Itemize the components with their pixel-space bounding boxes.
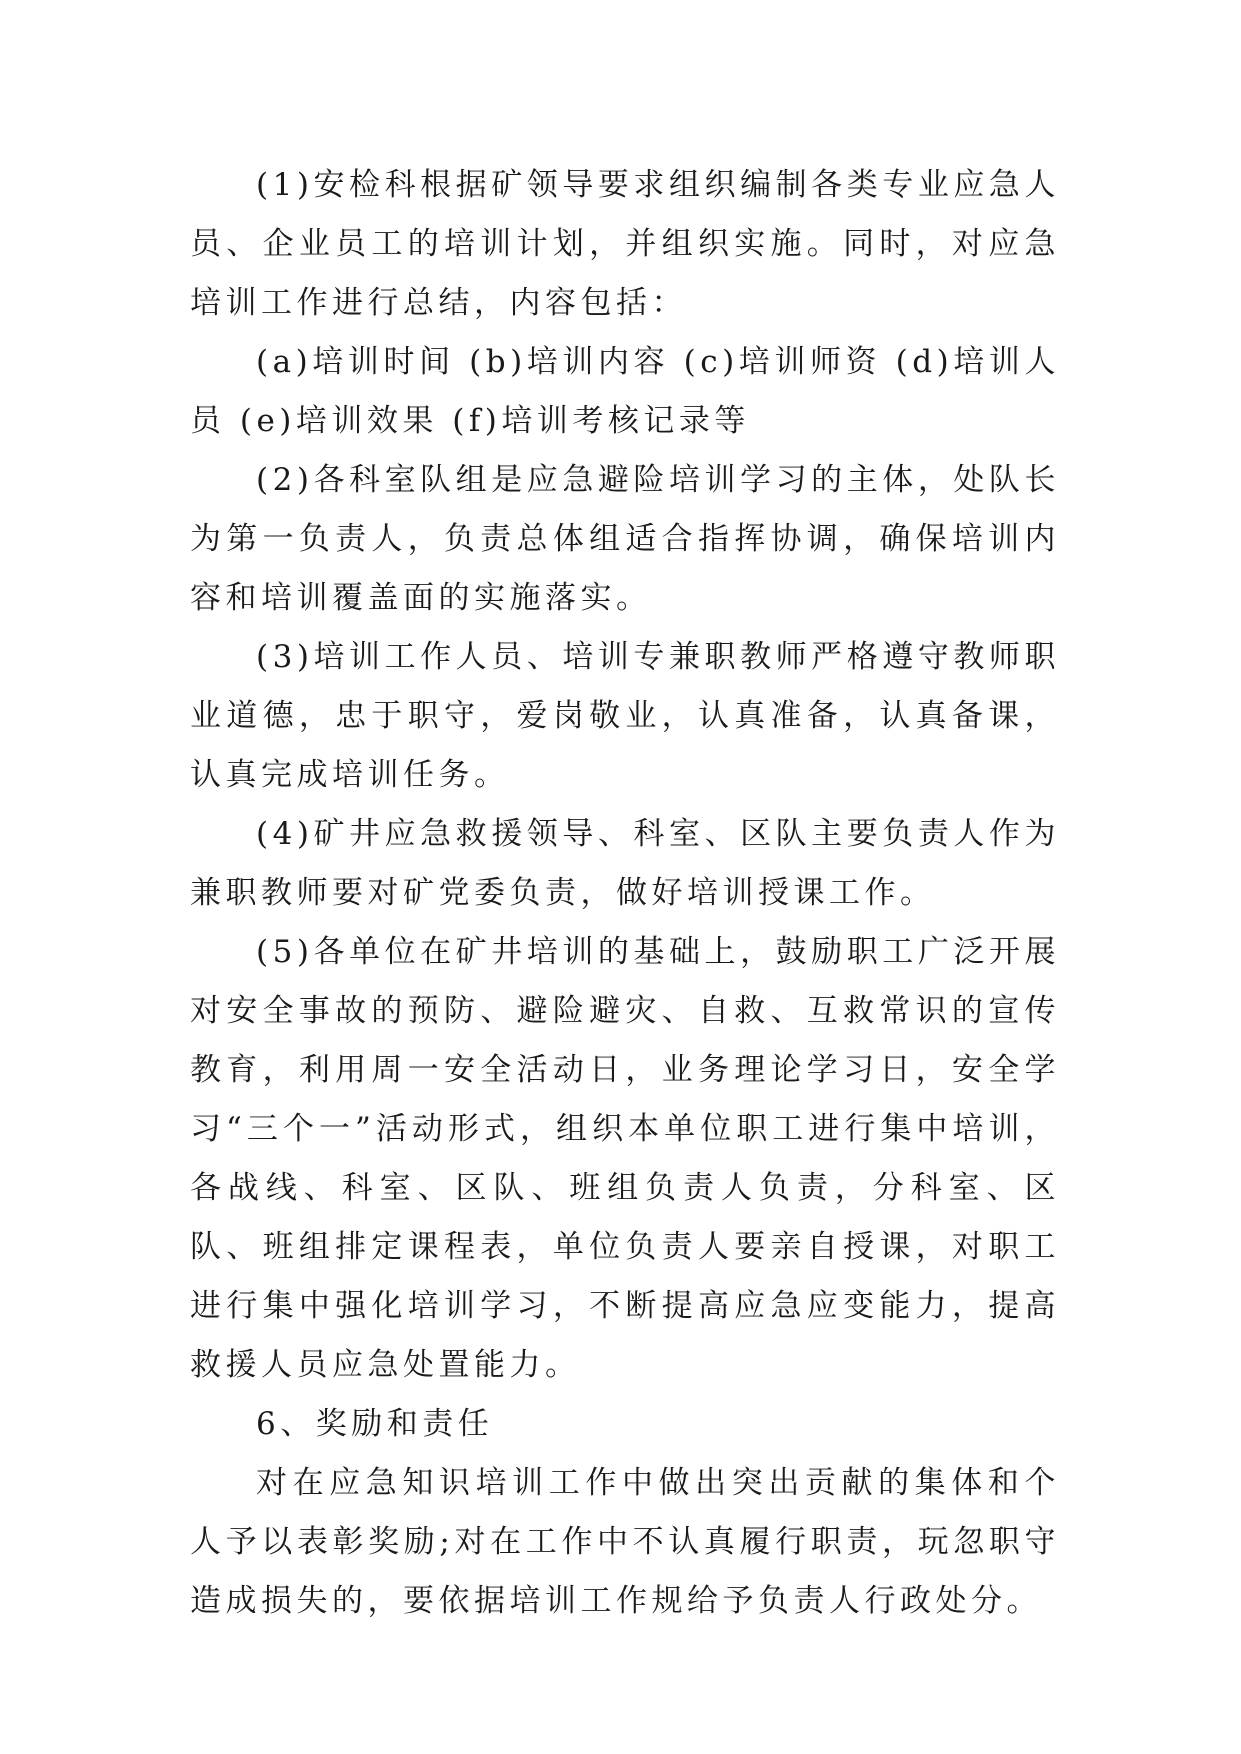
paragraph-unit-training: (5)各单位在矿井培训的基础上，鼓励职工广泛开展对安全事故的预防、避险避灾、自救、互救常识的宣传教育，利用周一安全活动日，业务理论学习日，安全学习“三个一”活动形式，组织本单位职工进行集中培训，各战线、科室、区队、班组负责人负责，分科室、区队、班组排定课程表，单位负责人要亲自授课，对职工进行集中强化培训学习，不断提高应急应变能力，提高救援人员应急处置能力。: [190, 934, 1060, 1383]
paragraph-part-time-teachers: (4)矿井应急救援领导、科室、区队主要负责人作为兼职教师要对矿党委负责，做好培训授课工作。: [190, 816, 1060, 911]
document-body: [190, 156, 1060, 1631]
section-heading-rewards: 6、奖励和责任: [256, 1406, 494, 1442]
paragraph-teacher-ethics: (3)培训工作人员、培训专兼职教师严格遵守教师职业道德，忠于职守，爱岗敬业，认真准备，认真备课，认真完成培训任务。: [190, 639, 1060, 793]
paragraph-training-plan: (1)安检科根据矿领导要求组织编制各类专业应急人员、企业员工的培训计划，并组织实施。同时，对应急培训工作进行总结，内容包括：: [190, 167, 1060, 321]
paragraph-department-responsibility: (2)各科室队组是应急避险培训学习的主体，处队长为第一负责人，负责总体组适合指挥协调，确保培训内容和培训覆盖面的实施落实。: [190, 462, 1060, 616]
paragraph-summary-items: (a)培训时间 (b)培训内容 (c)培训师资 (d)培训人员 (e)培训效果 (f)培训考核记录等: [190, 344, 1060, 439]
paragraph-rewards-and-penalties: 对在应急知识培训工作中做出突出贡献的集体和个人予以表彰奖励;对在工作中不认真履行职责，玩忽职守造成损失的，要依据培训工作规给予负责人行政处分。: [190, 1465, 1060, 1619]
